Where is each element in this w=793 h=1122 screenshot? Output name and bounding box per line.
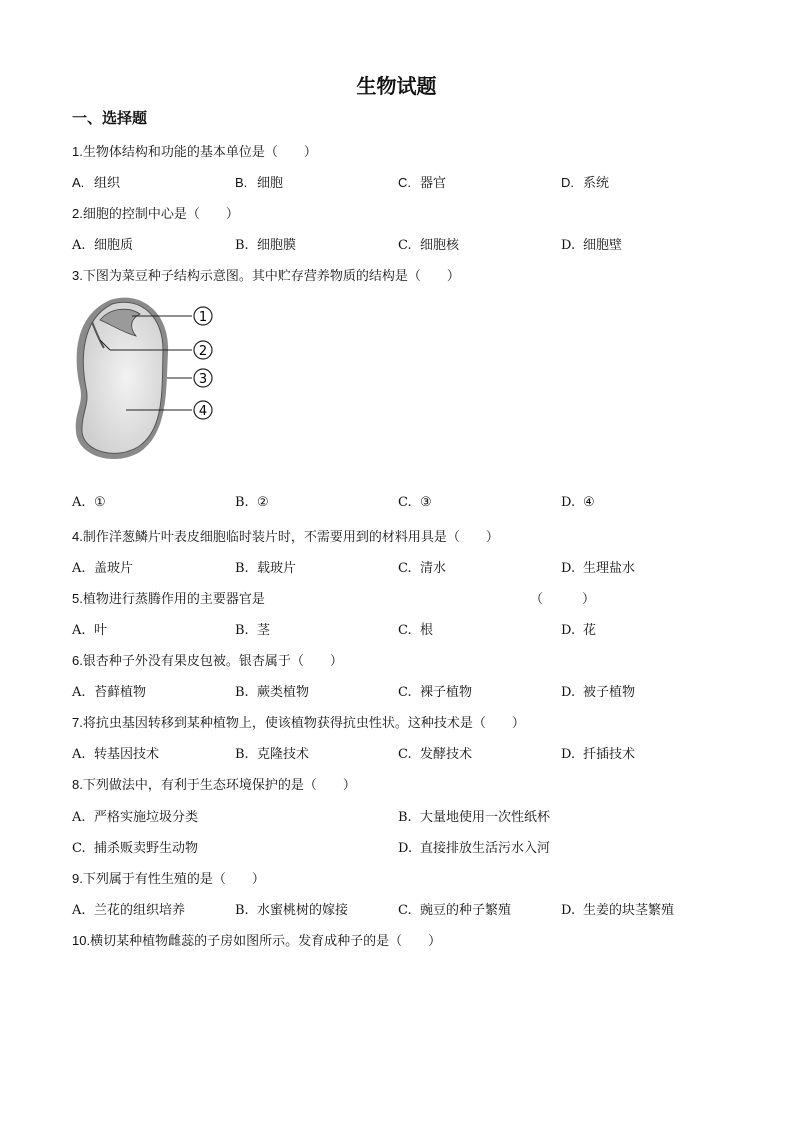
options-6 xyxy=(72,681,752,701)
option-c[interactable]: C. 发酵技术 xyxy=(398,747,473,762)
question-number: 4. xyxy=(72,529,83,544)
option-d[interactable]: D. 被子植物 xyxy=(561,685,636,700)
option-a[interactable]: A. 兰花的组织培养 xyxy=(72,903,186,918)
options-7 xyxy=(72,743,752,763)
section-heading: 一、选择题 xyxy=(72,109,148,127)
label-2: 2 xyxy=(198,344,208,359)
options-2 xyxy=(72,234,752,254)
question-text: 生物体结构和功能的基本单位是（ ） xyxy=(82,145,317,160)
question-text: 将抗虫基因转移到某种植物上，使该植物获得抗虫性状。这种技术是（ ） xyxy=(82,716,525,731)
option-b[interactable]: B. 载玻片 xyxy=(235,561,297,576)
question-1 xyxy=(72,141,317,160)
question-text: 横切某种植物雌蕊的子房如图所示。发育成种子的是（ ） xyxy=(90,934,442,949)
option-c[interactable]: C. 器官 xyxy=(398,175,447,191)
option-b[interactable]: B. 细胞 xyxy=(235,175,284,191)
question-text: 下图为菜豆种子结构示意图。其中贮存营养物质的结构是（ ） xyxy=(82,269,460,284)
options-5 xyxy=(72,619,752,639)
option-c[interactable]: C. 清水 xyxy=(398,561,447,576)
page-title: 生物试题 xyxy=(356,74,437,98)
option-b[interactable]: B. 茎 xyxy=(235,623,271,638)
option-c[interactable]: C. 裸子植物 xyxy=(398,685,473,700)
option-d[interactable]: D. 扦插技术 xyxy=(561,747,636,762)
options-3 xyxy=(72,495,752,515)
options-4 xyxy=(72,557,752,577)
options-8-row-2 xyxy=(72,837,752,857)
option-d[interactable]: D. 系统 xyxy=(561,175,610,191)
question-2 xyxy=(72,203,239,222)
question-7 xyxy=(72,712,525,731)
question-text: 银杏种子外没有果皮包被。银杏属于（ ） xyxy=(82,654,343,669)
question-number: 6. xyxy=(72,653,83,668)
question-10 xyxy=(72,930,441,949)
option-b[interactable]: B. 克隆技术 xyxy=(235,747,310,762)
question-number: 9. xyxy=(72,871,83,886)
question-5 xyxy=(72,588,265,607)
option-a[interactable]: A. 盖玻片 xyxy=(72,561,134,576)
question-number: 5. xyxy=(72,591,83,606)
option-b[interactable]: B. 细胞膜 xyxy=(235,238,297,253)
option-a[interactable]: A. 叶 xyxy=(72,623,108,638)
question-text: 下列做法中，有利于生态环境保护的是（ ） xyxy=(82,778,356,793)
option-d[interactable]: D. ④ xyxy=(561,495,595,510)
question-number: 8. xyxy=(72,777,83,792)
question-8 xyxy=(72,774,356,793)
question-6 xyxy=(72,650,343,669)
option-d[interactable]: D. 生理盐水 xyxy=(561,561,636,576)
option-a[interactable]: A. 苔藓植物 xyxy=(72,685,147,700)
label-1: 1 xyxy=(198,310,208,325)
option-a[interactable]: A. ① xyxy=(72,495,106,510)
question-number: 7. xyxy=(72,715,83,730)
question-number: 10. xyxy=(72,933,91,948)
options-8-row-1 xyxy=(72,806,752,826)
option-a[interactable]: A. 严格实施垃圾分类 xyxy=(72,810,199,825)
question-number: 3. xyxy=(72,268,83,283)
option-a[interactable]: A. 细胞质 xyxy=(72,238,134,253)
question-text: 制作洋葱鳞片叶表皮细胞临时装片时，不需要用到的材料用具是（ ） xyxy=(82,530,499,545)
option-b[interactable]: B. 大量地使用一次性纸杯 xyxy=(398,810,551,825)
question-3 xyxy=(72,265,460,284)
options-1 xyxy=(72,172,752,192)
options-9 xyxy=(72,899,752,919)
option-b[interactable]: B. 蕨类植物 xyxy=(235,685,310,700)
question-text: 下列属于有性生殖的是（ ） xyxy=(82,872,265,887)
question-number: 2. xyxy=(72,206,83,221)
label-4: 4 xyxy=(198,404,208,419)
option-a[interactable]: A. 转基因技术 xyxy=(72,747,160,762)
option-d[interactable]: D. 直接排放生活污水入河 xyxy=(398,841,551,856)
option-d[interactable]: D. 生姜的块茎繁殖 xyxy=(561,903,675,918)
bean-seed-diagram xyxy=(70,292,230,462)
option-c[interactable]: C. ③ xyxy=(398,495,432,510)
option-c[interactable]: C. 豌豆的种子繁殖 xyxy=(398,903,512,918)
question-text: 植物进行蒸腾作用的主要器官是 xyxy=(82,592,265,607)
option-b[interactable]: B. 水蜜桃树的嫁接 xyxy=(235,903,349,918)
option-c[interactable]: C. 捕杀贩卖野生动物 xyxy=(72,841,199,856)
question-text: 细胞的控制中心是（ ） xyxy=(82,207,239,222)
option-d[interactable]: D. 细胞壁 xyxy=(561,238,623,253)
option-a[interactable]: A. 组织 xyxy=(72,175,121,191)
option-b[interactable]: B. ② xyxy=(235,495,269,510)
question-9 xyxy=(72,868,265,887)
option-c[interactable]: C. 根 xyxy=(398,623,434,638)
answer-bracket: （ ） xyxy=(530,592,596,607)
label-3: 3 xyxy=(198,372,208,387)
question-number: 1. xyxy=(72,144,83,159)
option-d[interactable]: D. 花 xyxy=(561,623,597,638)
option-c[interactable]: C. 细胞核 xyxy=(398,238,460,253)
question-4 xyxy=(72,526,499,545)
